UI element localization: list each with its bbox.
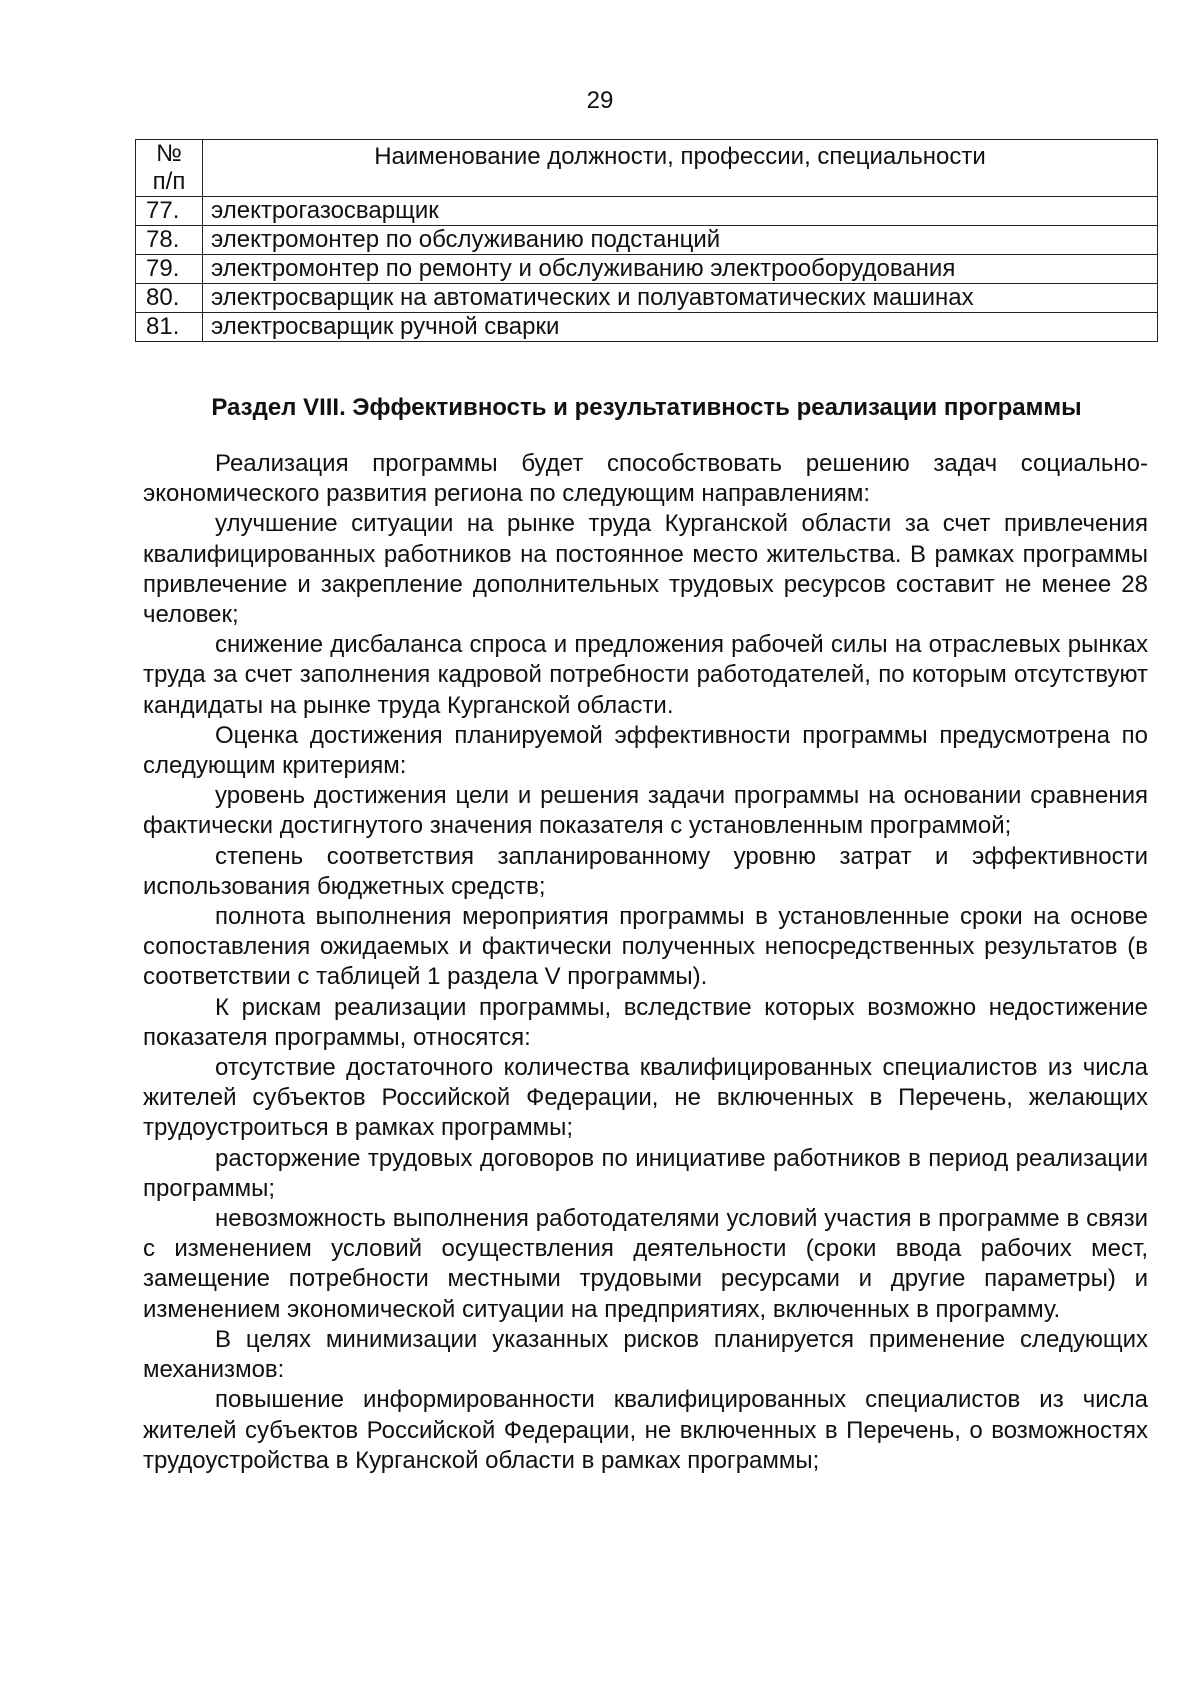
page-number: 29 <box>586 87 614 114</box>
table-cell-number: 77. <box>136 197 203 226</box>
table-row <box>136 284 1158 313</box>
table-cell-number: 80. <box>136 284 203 313</box>
table-row <box>136 313 1158 342</box>
table-cell-name: электромонтер по ремонту и обслуживанию электрооборудования <box>203 255 1158 284</box>
paragraph: уровень достижения цели и решения задачи программы на основании сравнения фактически достигнутого значения показателя с установленным программой; <box>143 782 1148 840</box>
table-cell-number: 79. <box>136 255 203 284</box>
paragraph: Реализация программы будет способствовать решению задач социально-экономического развития региона по следующим направлениям: <box>143 450 1148 508</box>
section-title: Раздел VIII. Эффективность и результативность реализации программы <box>211 394 1082 421</box>
paragraph: степень соответствия запланированному уровню затрат и эффективности использования бюджетных средств; <box>143 842 1148 900</box>
paragraph: невозможность выполнения работодателями условий участия в программе в связи с изменением условий осуществления деятельности (сроки ввода рабочих мест, замещение потребности местными трудовыми ресурсами и другие параметры) и изменением экономической ситуации на предприятиях, включенных в программу. <box>143 1205 1148 1323</box>
table-row <box>136 197 1158 226</box>
paragraph: В целях минимизации указанных рисков планируется применение следующих механизмов: <box>143 1325 1148 1384</box>
paragraph: снижение дисбаланса спроса и предложения рабочей силы на отраслевых рынках труда за счет заполнения кадровой потребности работодателей, по которым отсутствуют кандидаты на рынке труда Курганской области. <box>143 631 1148 719</box>
table-cell-number: 78. <box>136 226 203 255</box>
table-header-number: № п/п <box>136 140 203 197</box>
table-header-name: Наименование должности, профессии, специальности <box>203 140 1158 197</box>
paragraph: полнота выполнения мероприятия программы в установленные сроки на основе сопоставления ожидаемых и фактически полученных непосредственных результатов (в соответствии с таблицей 1 раздела V программы). <box>143 903 1148 991</box>
paragraph: расторжение трудовых договоров по инициативе работников в период реализации программы; <box>143 1144 1148 1202</box>
body-text <box>143 449 1148 1476</box>
table-row <box>136 255 1158 284</box>
table-header-row <box>136 140 1158 197</box>
professions-table <box>135 139 1158 342</box>
table-cell-name: электромонтер по обслуживанию подстанций <box>203 226 1158 255</box>
paragraph: К рискам реализации программы, вследствие которых возможно недостижение показателя программы, относятся: <box>143 993 1148 1051</box>
table-cell-name: электросварщик ручной сварки <box>203 313 1158 342</box>
table-cell-name: электрогазосварщик <box>203 197 1158 226</box>
paragraph: Оценка достижения планируемой эффективности программы предусмотрена по следующим критериям: <box>143 721 1148 780</box>
table-cell-number: 81. <box>136 313 203 342</box>
table-row <box>136 226 1158 255</box>
paragraph: улучшение ситуации на рынке труда Курганской области за счет привлечения квалифицированных работников на постоянное место жительства. В рамках программы привлечение и закрепление дополнительных трудовых ресурсов составит не менее 28 человек; <box>143 510 1148 629</box>
table-cell-name: электросварщик на автоматических и полуавтоматических машинах <box>203 284 1158 313</box>
paragraph: повышение информированности квалифицированных специалистов из числа жителей субъектов Российской Федерации, не включенных в Перечень, о возможностях трудоустройства в Курганской области в рамках программы; <box>143 1386 1148 1474</box>
paragraph: отсутствие достаточного количества квалифицированных специалистов из числа жителей субъектов Российской Федерации, не включенных в Перечень, желающих трудоустроиться в рамках программы; <box>143 1054 1148 1142</box>
